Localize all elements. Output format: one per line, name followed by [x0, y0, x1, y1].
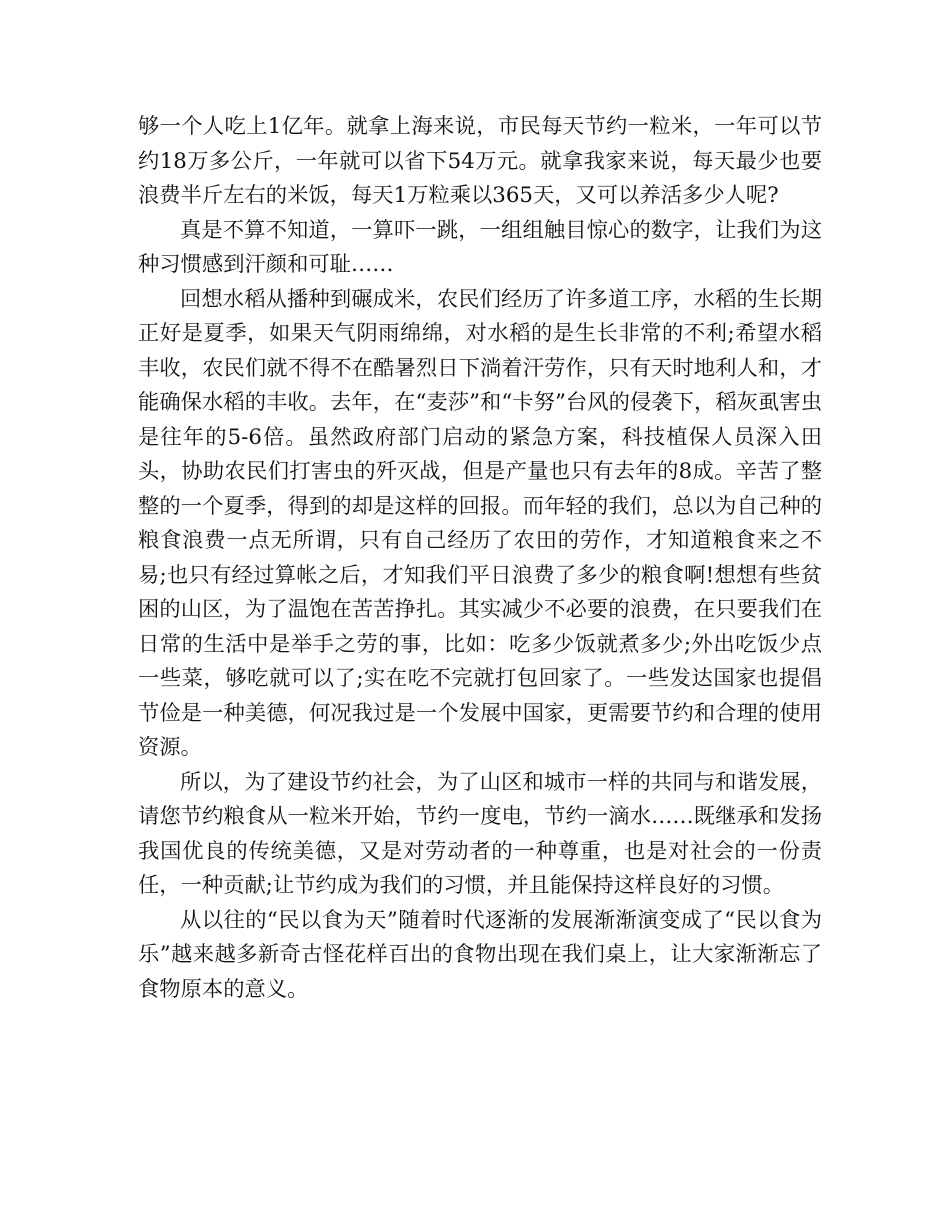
- paragraph-2: 真是不算不知道，一算吓一跳，一组组触目惊心的数字，让我们为这种习惯感到汗颜和可耻……: [138, 217, 822, 277]
- document-page: [138, 110, 822, 1007]
- paragraph-5: 从以往的“民以食为天”随着时代逐渐的发展渐渐演变成了“民以食为乐”越来越多新奇古怪花样百出的食物出现在我们桌上，让大家渐渐忘了食物原本的意义。: [138, 907, 822, 1002]
- paragraph-4: 所以，为了建设节约社会，为了山区和城市一样的共同与和谐发展，请您节约粮食从一粒米开始，节约一度电，节约一滴水……既继承和发扬我国优良的传统美德，又是对劳动者的一种尊重，也是对社会的一份责任，一种贡献;让节约成为我们的习惯，并且能保持这样良好的习惯。: [138, 769, 822, 898]
- paragraph-1: 够一个人吃上1亿年。就拿上海来说，市民每天节约一粒米，一年可以节约18万多公斤，一年就可以省下54万元。就拿我家来说，每天最少也要浪费半斤左右的米饭，每天1万粒乘以365天，又可以养活多少人呢?: [138, 114, 822, 208]
- paragraph-3: 回想水稻从播种到碾成米，农民们经历了许多道工序，水稻的生长期正好是夏季，如果天气阴雨绵绵，对水稻的是生长非常的不利;希望水稻丰收，农民们就不得不在酷暑烈日下淌着汗劳作，只有天时地利人和，才能确保水稻的丰收。去年，在“麦莎”和“卡努”台风的侵袭下，稻灰虱害虫是往年的5-6倍。虽然政府部门启动的紧急方案，科技植保人员深入田头，协助农民们打害虫的歼灭战，但是产量也只有去年的8成。辛苦了整整的一个夏季，得到的却是这样的回报。而年轻的我们，总以为自己种的粮食浪费一点无所谓，只有自己经历了农田的劳作，才知道粮食来之不易;也只有经过算帐之后，才知我们平日浪费了多少的粮食啊!想想有些贫困的山区，为了温饱在苦苦挣扎。其实减少不必要的浪费，在只要我们在日常的生活中是举手之劳的事，比如：吃多少饭就煮多少;外出吃饭少点一些菜，够吃就可以了;实在吃不完就打包回家了。一些发达国家也提倡节俭是一种美德，何况我过是一个发展中国家，更需要节约和合理的使用资源。: [138, 286, 822, 760]
